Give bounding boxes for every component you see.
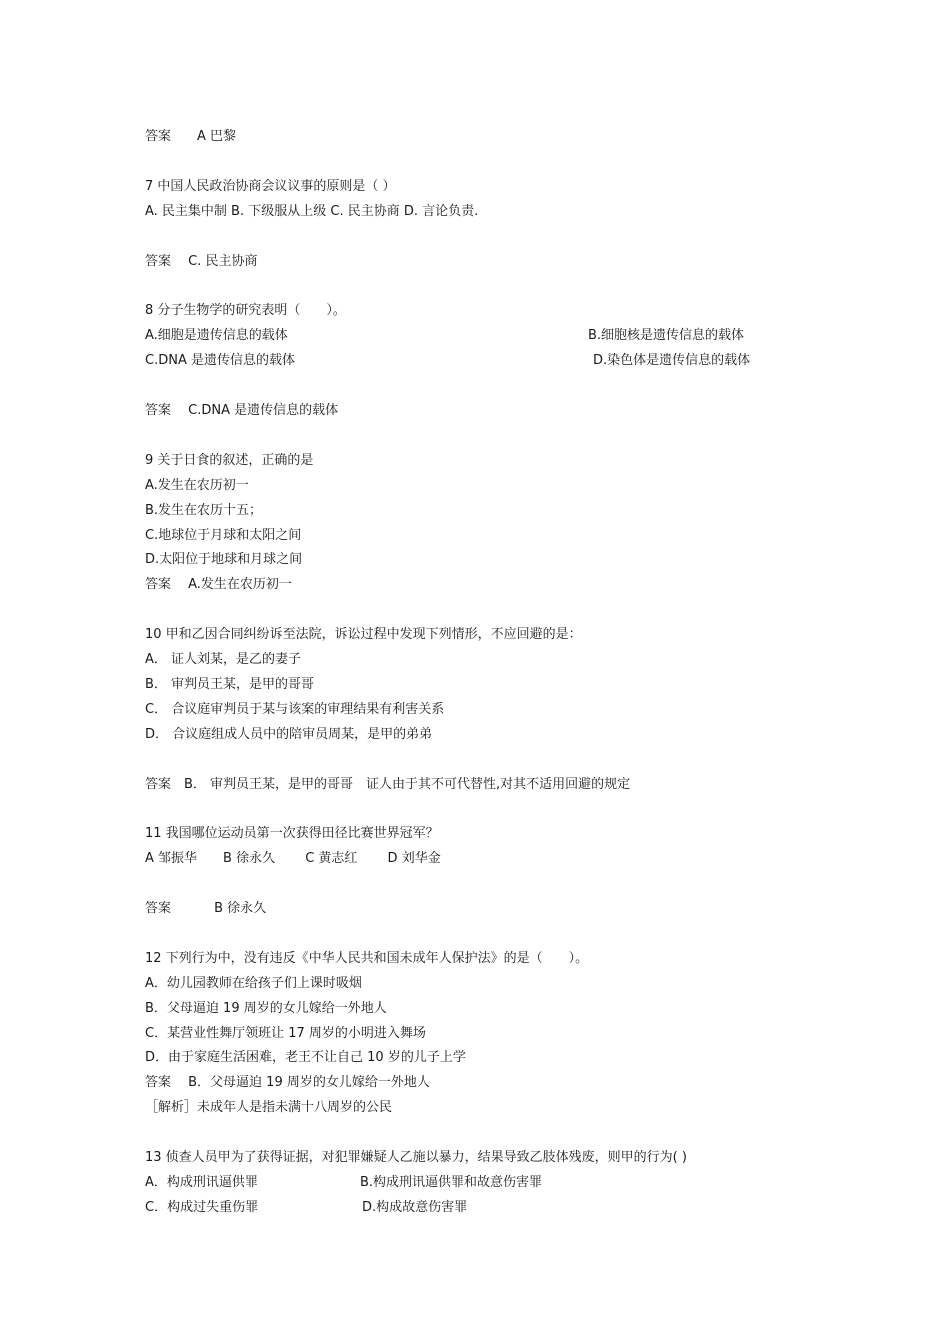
q10-option-d: D． 合议庭组成人员中的陪审员周某，是甲的弟弟 bbox=[145, 727, 433, 742]
q10-answer: 答案 B． 审判员王某，是甲的哥哥 证人由于其不可代替性,对其不适用回避的规定 bbox=[145, 777, 631, 792]
q8-option-c: C.DNA 是遗传信息的载体 bbox=[145, 353, 295, 368]
q11-question: 11 我国哪位运动员第一次获得田径比赛世界冠军？ bbox=[145, 826, 439, 841]
q8-option-b: B.细胞核是遗传信息的载体 bbox=[588, 328, 745, 343]
q13-option-b: B.构成刑讯逼供罪和故意伤害罪 bbox=[360, 1175, 543, 1190]
q7-options: A. 民主集中制 B. 下级服从上级 C. 民主协商 D. 言论负责. bbox=[145, 204, 479, 219]
q13-option-a: A．构成刑讯逼供罪 bbox=[145, 1175, 258, 1190]
q8-option-a: A.细胞是遗传信息的载体 bbox=[145, 328, 288, 343]
q7-answer: 答案 C. 民主协商 bbox=[145, 254, 258, 269]
q9-question: 9 关于日食的叙述，正确的是 bbox=[145, 453, 314, 468]
q12-question: 12 下列行为中，没有违反《中华人民共和国未成年人保护法》的是（ ）。 bbox=[145, 951, 589, 966]
q10-option-a: A． 证人刘某，是乙的妻子 bbox=[145, 652, 302, 667]
q13-option-d: D.构成故意伤害罪 bbox=[362, 1200, 468, 1215]
q8-option-d: D.染色体是遗传信息的载体 bbox=[593, 353, 751, 368]
q8-answer: 答案 C.DNA 是遗传信息的载体 bbox=[145, 403, 339, 418]
q12-analysis: ［解析］未成年人是指未满十八周岁的公民 bbox=[145, 1100, 393, 1115]
q9-option-d: D.太阳位于地球和月球之间 bbox=[145, 552, 303, 567]
q9-answer: 答案 A.发生在农历初一 bbox=[145, 577, 292, 592]
q7-question: 7 中国人民政治协商会议议事的原则是（ ） bbox=[145, 179, 396, 194]
q10-option-b: B． 审判员王某，是甲的哥哥 bbox=[145, 677, 315, 692]
q13-option-c: C．构成过失重伤罪 bbox=[145, 1200, 259, 1215]
q9-option-c: C.地球位于月球和太阳之间 bbox=[145, 528, 302, 543]
q6-answer: 答案 A 巴黎 bbox=[145, 129, 237, 144]
q12-option-a: A．幼儿园教师在给孩子们上课时吸烟 bbox=[145, 976, 362, 991]
q12-option-d: D．由于家庭生活困难，老王不让自己 10 岁的儿子上学 bbox=[145, 1050, 466, 1065]
q11-options: A 邹振华 B 徐永久 C 黄志红 D 刘华金 bbox=[145, 851, 441, 866]
q12-option-b: B．父母逼迫 19 周岁的女儿嫁给一外地人 bbox=[145, 1001, 387, 1016]
q10-question: 10 甲和乙因合同纠纷诉至法院，诉讼过程中发现下列情形，不应回避的是： bbox=[145, 627, 582, 642]
q10-option-c: C． 合议庭审判员于某与该案的审理结果有利害关系 bbox=[145, 702, 445, 717]
q9-option-a: A.发生在农历初一 bbox=[145, 478, 249, 493]
q12-option-c: C．某营业性舞厅领班让 17 周岁的小明进入舞场 bbox=[145, 1026, 426, 1041]
q12-answer: 答案 B．父母逼迫 19 周岁的女儿嫁给一外地人 bbox=[145, 1075, 430, 1090]
q11-answer: 答案 B 徐永久 bbox=[145, 901, 267, 916]
q8-question: 8 分子生物学的研究表明（ ）。 bbox=[145, 303, 346, 318]
q13-question: 13 侦查人员甲为了获得证据，对犯罪嫌疑人乙施以暴力，结果导致乙肢体残废，则甲的行为( ) bbox=[145, 1150, 687, 1165]
q9-option-b: B.发生在农历十五； bbox=[145, 503, 263, 518]
